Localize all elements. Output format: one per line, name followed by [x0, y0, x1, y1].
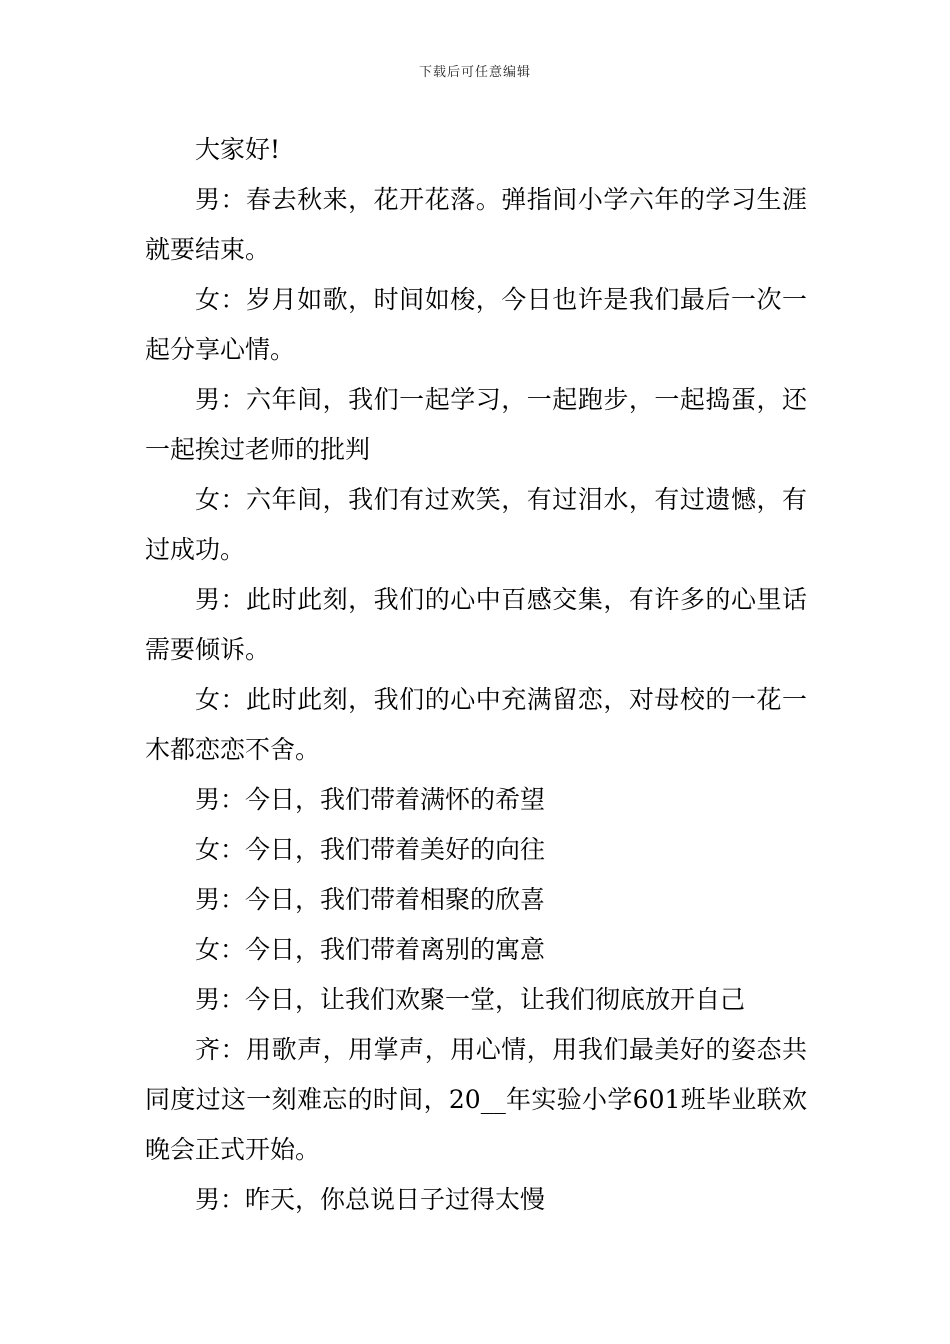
dialogue-paragraph: 女：此时此刻，我们的心中充满留恋，对母校的一花一木都恋恋不舍。 — [145, 685, 807, 764]
dialogue-paragraph: 男：今日，我们带着满怀的希望 — [195, 785, 546, 814]
page-header: 下载后可任意编辑 — [418, 65, 531, 80]
dialogue-paragraph: 女：岁月如歌，时间如梭，今日也许是我们最后一次一起分享心情。 — [145, 285, 807, 364]
dialogue-paragraph: 男：昨天，你总说日子过得太慢 — [195, 1185, 546, 1214]
dialogue-paragraph: 男：此时此刻，我们的心中百感交集，有许多的心里话需要倾诉。 — [145, 585, 807, 664]
dialogue-paragraph: 女：今日，我们带着美好的向往 — [195, 835, 546, 864]
dialogue-paragraph: 男：春去秋来，花开花落。弹指间小学六年的学习生涯就要结束。 — [145, 185, 807, 264]
greeting-paragraph: 大家好! — [195, 135, 281, 164]
dialogue-paragraph: 男：今日，让我们欢聚一堂，让我们彻底放开自己 — [195, 985, 746, 1014]
document-body — [145, 125, 807, 1225]
dialogue-paragraph: 女：今日，我们带着离别的寓意 — [195, 935, 546, 964]
dialogue-paragraph: 男：六年间，我们一起学习，一起跑步，一起捣蛋，还一起挨过老师的批判 — [145, 385, 807, 464]
dialogue-paragraph: 齐：用歌声，用掌声，用心情，用我们最美好的姿态共同度过这一刻难忘的时间，20__年实验小学601班毕业联欢晚会正式开始。 — [145, 1035, 807, 1164]
dialogue-paragraph: 男：今日，我们带着相聚的欣喜 — [195, 885, 546, 914]
dialogue-paragraph: 女：六年间，我们有过欢笑，有过泪水，有过遗憾，有过成功。 — [145, 485, 807, 564]
